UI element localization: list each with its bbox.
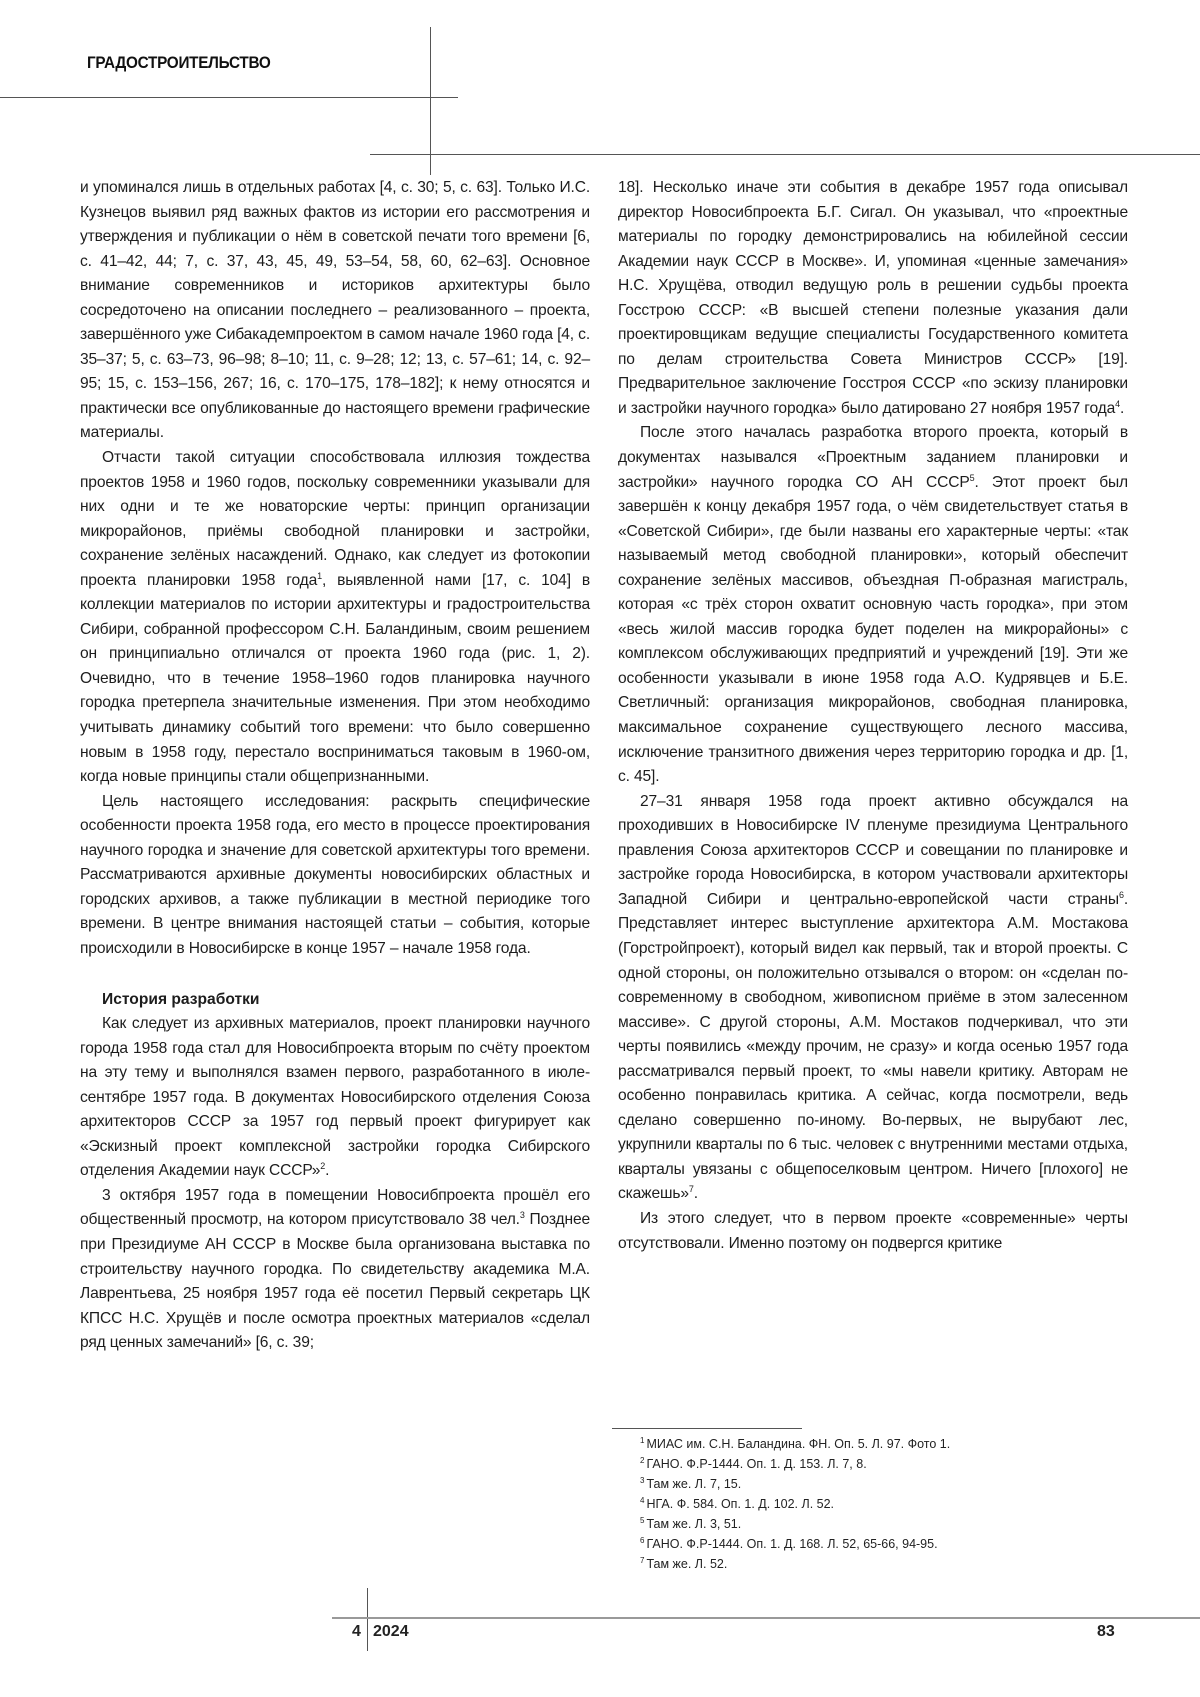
footnote-text: Там же. Л. 7, 15.: [646, 1477, 741, 1491]
text-run: Как следует из архивных материалов, проект планировки научного города 1958 года стал для Новосибпроекта вторым по счёту проектом на эту тему и выполнялся взамен первого, разработанного в июле-сентябре 1957 года. В документах Новосибирского отделения Союза архитекторов СССР за 1957 год первый проект фигурирует как «Эскизный проект комплексной застройки городка Сибирского отделения Академии наук СССР»: [80, 1015, 590, 1179]
footnote-text: МИАС им. С.Н. Баландина. ФН. Оп. 5. Л. 97. Фото 1.: [646, 1437, 950, 1451]
footnote-ref: 2: [320, 1161, 325, 1171]
footnote: [640, 1454, 950, 1474]
text-run: 18]. Несколько иначе эти события в декабре 1957 года описывал директор Новосибпроекта Б.Г. Сигал. Он указывал, что «проектные материалы по городку демонстрировались на юбилейной сессии Академии наук СССР в Москве». И, упоминая «ценные замечания» Н.С. Хрущёва, отводил ведущую роль в решении судьбы проекта Госстрою СССР: «В высшей степени полезные указания дали проектировщикам ведущие специалисты Государственного комитета по делам строительства Совета Министров СССР» [19]. Предварительное заключение Госстроя СССР «по эскизу планировки и застройки научного городка» было датировано 27 ноября 1957 года: [618, 179, 1128, 417]
text-run: , выявленной нами [17, с. 104] в коллекции материалов по истории архитектуры и градостроительства Сибири, собранной профессором С.Н. Баландиным, своим решением он принципиально отличался от проекта 1960 года (рис. 1, 2). Очевидно, что в течение 1958–1960 годов планировка научного городка претерпела значительные изменения. При этом необходимо учитывать динамику событий того времени: что было совершенно новым в 1958 году, перестало восприниматься таковым в 1960-ом, когда новые принципы стали общепризнанными.: [80, 572, 590, 785]
footnote-ref: 5: [970, 472, 975, 482]
paragraph: [80, 1184, 590, 1356]
paragraph: [618, 1207, 1128, 1256]
text-run: После этого началась разработка второго проекта, который в документах назывался «Проектным заданием планировки и застройки» научного городка СО АН СССР: [618, 424, 1128, 490]
page-number: 83: [1097, 1623, 1115, 1641]
issue-number: 4: [352, 1623, 361, 1641]
text-run: и упоминался лишь в отдельных работах [4, с. 30; 5, с. 63]. Только И.С. Кузнецов выявил ряд важных фактов из истории его рассмотрения и утверждения и публикации о нём в советской печати того времени [6, с. 41–42, 44; 7, с. 37, 43, 45, 49, 53–54, 58, 60, 62–63]. Основное внимание современников и историков архитектуры было сосредоточено на описании последнего – реализованного – проекта, завершённого уже Сибакадемпроектом в самом начале 1960 года [4, с. 35–37; 5, с. 63–73, 96–98; 8–10; 11, с. 9–28; 12; 13, с. 57–61; 14, с. 92–95; 15, с. 153–156, 267; 16, с. 170–175, 178–182]; к нему относятся и практически все опубликованные до настоящего времени графические материалы.: [80, 179, 590, 441]
footnote-number: 3: [640, 1476, 644, 1485]
header-left-rule: [0, 97, 458, 98]
footnote-ref: 4: [1115, 399, 1120, 409]
footer-vertical-rule: [367, 1588, 368, 1651]
paragraph: [618, 421, 1128, 789]
text-run: Из этого следует, что в первом проекте «современные» черты отсутствовали. Именно поэтому он подвергся критике: [618, 1210, 1128, 1252]
footnote-number: 2: [640, 1456, 644, 1465]
footnote-text: НГА. Ф. 584. Оп. 1. Д. 102. Л. 52.: [646, 1497, 834, 1511]
paragraph: [618, 176, 1128, 421]
paragraph: [80, 446, 590, 790]
text-run: . Представляет интерес выступление архитектора А.М. Мостакова (Горстройпроект), который видел как первый, так и второй проекты. С одной стороны, он положительно отзывался о втором: он «сделан по-современному в свободном, живописном приёме в этом залесенном массиве». С другой стороны, А.М. Мостаков подчеркивал, что эти черты появились «между прочим, не сразу» и когда осенью 1957 года рассматривался первый проект, то «мы навели критику. Авторам не особенно понравилась критика. А сейчас, когда посмотрели, ведь сделано совершенно по-иному. Во-первых, не вырубают лес, укрупнили кварталы по 6 тыс. человек с внутренними местами отдыха, кварталы увязаны с общепоселковым центром. Ничего [плохого] не скажешь»: [618, 891, 1128, 1203]
text-run: .: [694, 1185, 698, 1202]
left-column: [80, 176, 590, 1356]
paragraph: [618, 790, 1128, 1207]
footnote-number: 4: [640, 1496, 644, 1505]
footnote-text: ГАНО. Ф.Р-1444. Оп. 1. Д. 168. Л. 52, 65-66, 94-95.: [646, 1537, 937, 1551]
paragraph: [80, 176, 590, 446]
footnote-text: Там же. Л. 3, 51.: [646, 1517, 741, 1531]
footnote-rule: [612, 1428, 802, 1429]
footnote: [640, 1554, 950, 1574]
text-run: 3 октября 1957 года в помещении Новосибпроекта прошёл его общественный просмотр, на котором присутствовало 38 чел.: [80, 1187, 590, 1229]
text-run: Цель настоящего исследования: раскрыть специфические особенности проекта 1958 года, его место в процессе проектирования научного городка и значение для советской архитектуры того времени. Рассматриваются архивные документы новосибирских областных и городских архивов, а также публикации в местной периодике того времени. В центре внимания настоящей статьи – события, которые происходили в Новосибирске в конце 1957 – начале 1958 года.: [80, 793, 590, 957]
footnote-ref: 7: [689, 1184, 694, 1194]
footnote-number: 1: [640, 1436, 644, 1445]
text-run: Отчасти такой ситуации способствовала иллюзия тождества проектов 1958 и 1960 годов, поскольку современники указывали для них одни и те же новаторские черты: принцип организации микрорайонов, приёмы свободной планировки и застройки, сохранение зелёных насаждений. Однако, как следует из фотокопии проекта планировки 1958 года: [80, 449, 590, 589]
text-run: История разработки: [102, 991, 260, 1008]
footnotes: [640, 1434, 950, 1574]
footnote-number: 5: [640, 1516, 644, 1525]
footnote-text: ГАНО. Ф.Р-1444. Оп. 1. Д. 153. Л. 7, 8.: [646, 1457, 866, 1471]
footnote: [640, 1534, 950, 1554]
footnote-text: Там же. Л. 52.: [646, 1557, 727, 1571]
text-run: .: [325, 1162, 329, 1179]
footnote: [640, 1474, 950, 1494]
paragraph: [80, 790, 590, 962]
footer-rule: [332, 1617, 1200, 1619]
issue-year: 2024: [373, 1623, 409, 1641]
text-run: . Этот проект был завершён к концу декабря 1957 года, о чём свидетельствует статья в «Советской Сибири», где были названы его характерные черты: «так называемый метод свободной планировки», который обеспечит сохранение зелёных массивов, объездная П-образная магистраль, которая «с трёх сторон охватит основную часть городка», при этом «весь жилой массив городка будет поделен на микрорайоны» с комплексом обслуживающих предприятий и учреждений [19]. Эти же особенности указывали в июне 1958 года А.О. Кудрявцев и Б.Е. Светличный: организация микрорайонов, свободная планировка, максимальное сохранение существующего лесного массива, исключение транзитного движения через территорию городка и др. [1, с. 45].: [618, 474, 1128, 786]
section-title: ГРАДОСТРОИТЕЛЬСТВО: [87, 53, 271, 73]
footnote-ref: 6: [1119, 890, 1124, 900]
footnote-ref: 3: [520, 1210, 525, 1220]
footnote: [640, 1434, 950, 1454]
footnote-number: 7: [640, 1556, 644, 1565]
text-run: .: [1120, 400, 1124, 417]
header-vertical-rule: [430, 27, 431, 175]
paragraph: [80, 1012, 590, 1184]
right-column: [618, 176, 1128, 1256]
header-right-rule: [370, 154, 1200, 155]
text-run: Позднее при Президиуме АН СССР в Москве была организована выставка по строительству научного городка. По свидетельству академика М.А. Лаврентьева, 25 ноября 1957 года её посетил Первый секретарь ЦК КПСС Н.С. Хрущёв и после осмотра проектных материалов «сделал ряд ценных замечаний» [6, с. 39;: [80, 1211, 590, 1351]
footnote-number: 6: [640, 1536, 644, 1545]
footnote: [640, 1494, 950, 1514]
footnote-ref: 1: [317, 571, 322, 581]
footnote: [640, 1514, 950, 1534]
text-run: 27–31 января 1958 года проект активно обсуждался на проходивших в Новосибирске IV пленуме президиума Центрального правления Союза архитекторов СССР и совещании по планировке и застройке города Новосибирска, в котором участвовали архитекторы Западной Сибири и центрально-европейской части страны: [618, 793, 1128, 908]
section-heading: [80, 988, 590, 1013]
